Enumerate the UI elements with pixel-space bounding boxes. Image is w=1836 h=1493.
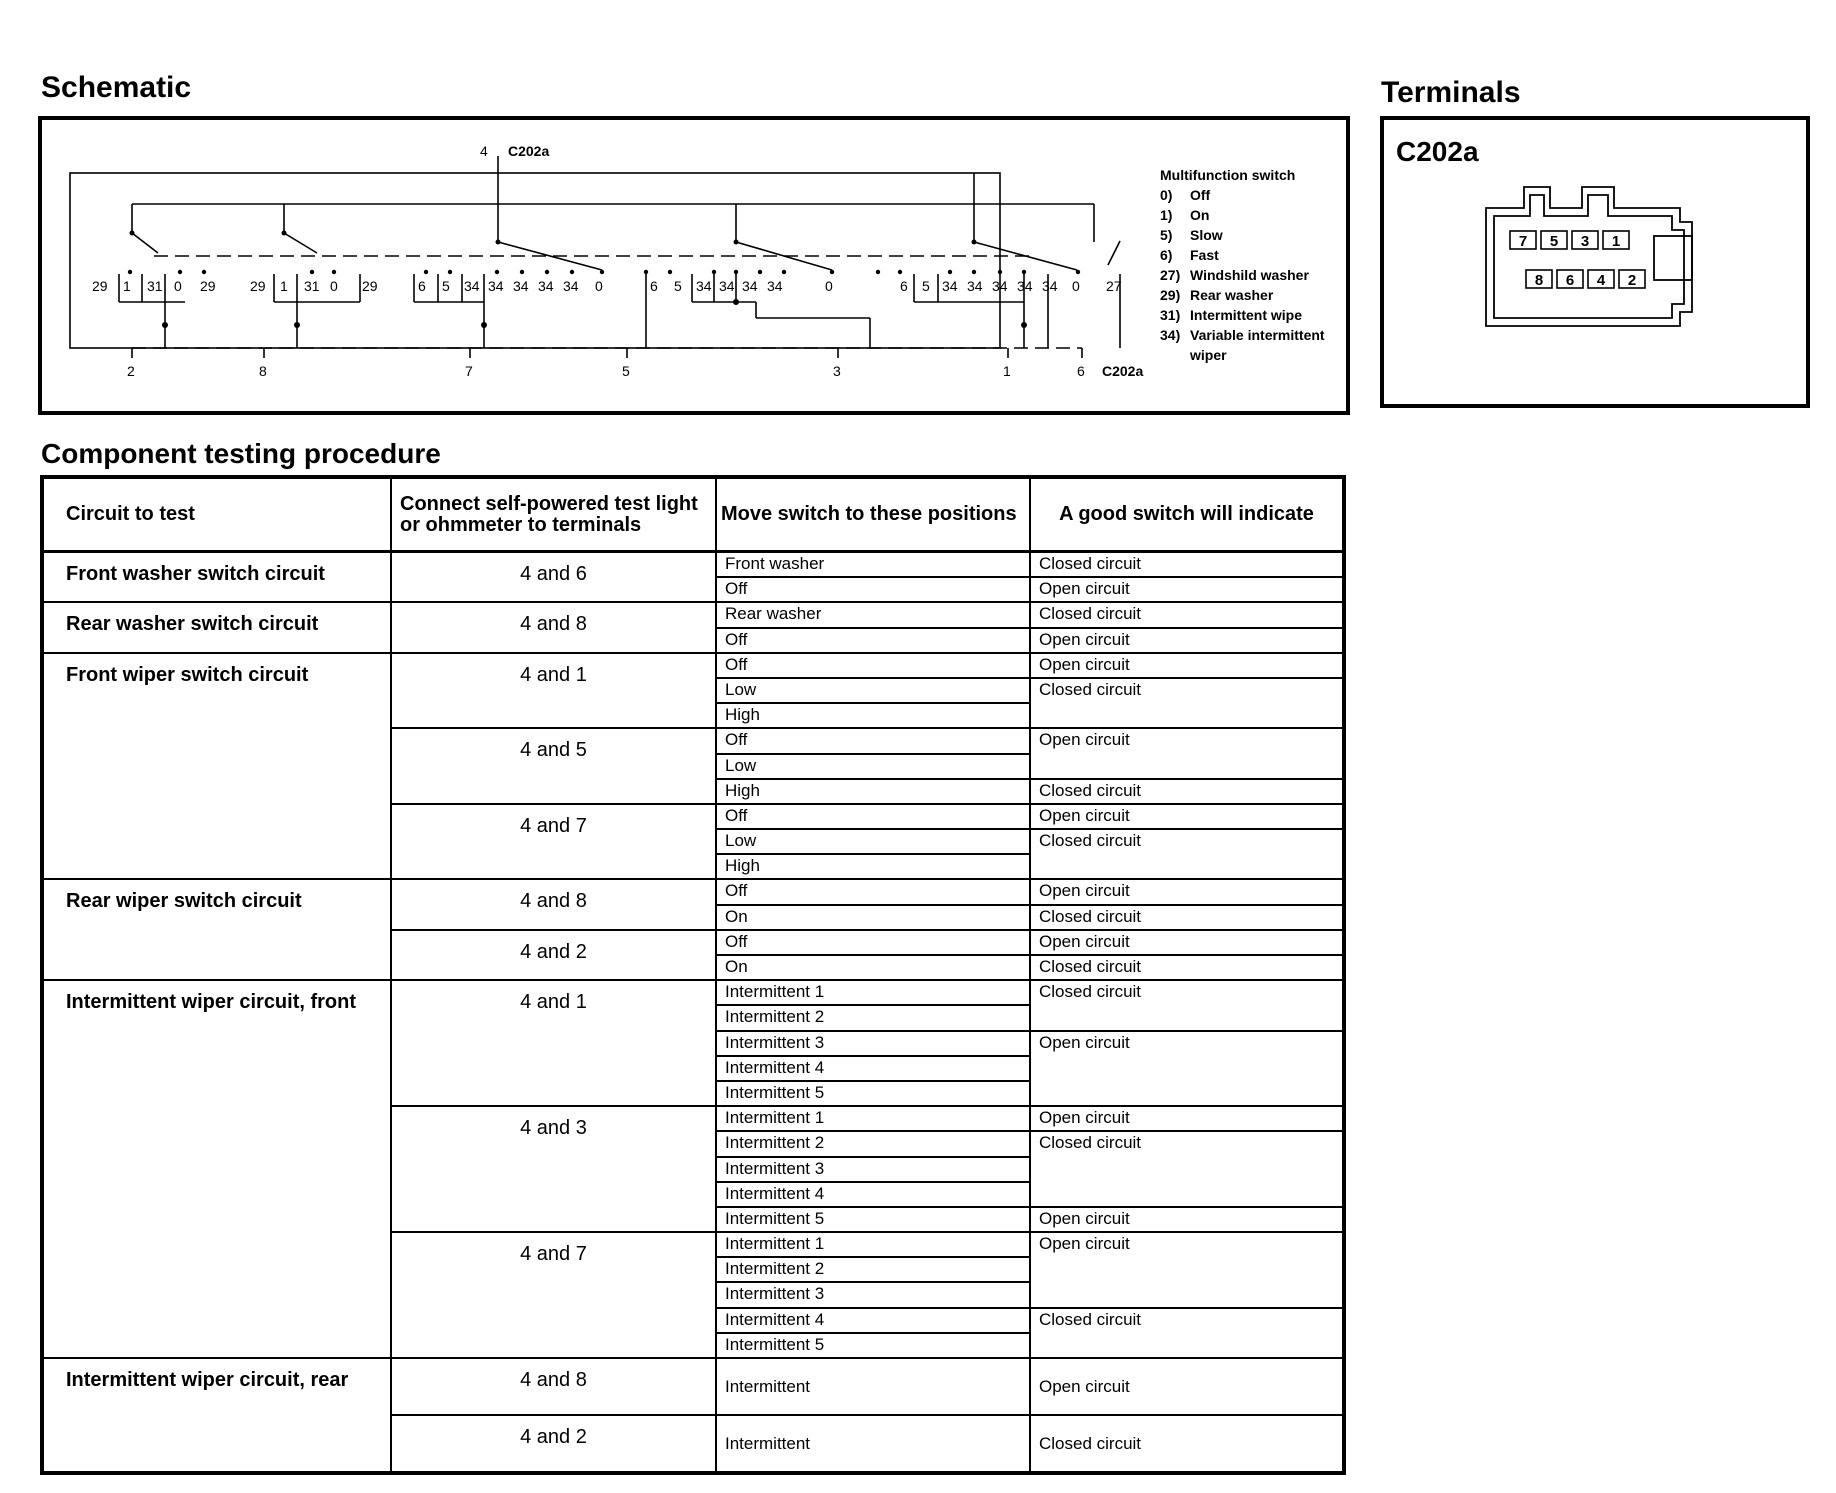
sw5-contact: 34 bbox=[1042, 278, 1058, 294]
position-cell: On bbox=[716, 955, 1030, 980]
terminal-pin: 7 bbox=[1518, 233, 1528, 250]
terminals-cell: 4 and 1 bbox=[391, 653, 716, 729]
terminals-panel bbox=[1380, 116, 1810, 408]
result-cell: Closed circuit bbox=[1030, 980, 1344, 1030]
bottom-pin-label: 3 bbox=[833, 363, 841, 379]
procedure-table bbox=[40, 475, 1346, 1475]
schematic-title: Schematic bbox=[41, 71, 192, 104]
sw4-contact: 34 bbox=[767, 278, 783, 294]
result-cell: Closed circuit bbox=[1030, 905, 1344, 930]
terminals-title: Terminals bbox=[1381, 76, 1521, 109]
position-cell: Off bbox=[716, 930, 1030, 955]
table-row bbox=[42, 879, 1344, 904]
table-row bbox=[42, 1358, 1344, 1415]
sw4-contact: 34 bbox=[696, 278, 712, 294]
terminals-cell: 4 and 5 bbox=[391, 728, 716, 804]
schematic-diagram bbox=[42, 120, 1346, 411]
position-cell: Intermittent 1 bbox=[716, 1232, 1030, 1257]
position-cell: Intermittent 5 bbox=[716, 1333, 1030, 1358]
legend-label: On bbox=[1190, 207, 1210, 223]
position-cell: Intermittent 3 bbox=[716, 1157, 1030, 1182]
legend-label: wiper bbox=[1190, 347, 1227, 363]
result-cell: Open circuit bbox=[1030, 1232, 1344, 1308]
sw5-contact: 34 bbox=[992, 278, 1008, 294]
legend-code: 1) bbox=[1160, 207, 1173, 223]
terminals-cell: 4 and 2 bbox=[391, 930, 716, 980]
result-cell: Open circuit bbox=[1030, 1207, 1344, 1232]
legend-label: Intermittent wipe bbox=[1190, 307, 1303, 323]
sw3-contact: 34 bbox=[563, 278, 579, 294]
table-row bbox=[42, 602, 1344, 627]
position-cell: Off bbox=[716, 577, 1030, 602]
sw5-contact: 34 bbox=[942, 278, 958, 294]
sw5-contact: 34 bbox=[1017, 278, 1033, 294]
position-cell: Off bbox=[716, 653, 1030, 678]
terminals-cell: 4 and 3 bbox=[391, 1106, 716, 1232]
sw1-contact: 29 bbox=[200, 278, 216, 294]
position-cell: Intermittent 2 bbox=[716, 1257, 1030, 1282]
result-cell: Closed circuit bbox=[1030, 779, 1344, 804]
sw1-contact: 29 bbox=[92, 278, 108, 294]
position-cell: High bbox=[716, 854, 1030, 879]
circuit-cell: Rear wiper switch circuit bbox=[42, 879, 391, 980]
result-cell: Open circuit bbox=[1030, 879, 1344, 904]
result-cell: Closed circuit bbox=[1030, 1131, 1344, 1207]
sw5-contact: 6 bbox=[900, 278, 908, 294]
terminals-cell: 4 and 8 bbox=[391, 602, 716, 652]
position-cell: Intermittent 3 bbox=[716, 1282, 1030, 1307]
legend-title: Multifunction switch bbox=[1160, 167, 1296, 183]
position-cell: Intermittent 5 bbox=[716, 1207, 1030, 1232]
sw5-contact: 5 bbox=[922, 278, 930, 294]
position-cell: Intermittent 1 bbox=[716, 1106, 1030, 1131]
terminals-cell: 4 and 1 bbox=[391, 980, 716, 1106]
terminals-connector-name: C202a bbox=[1396, 136, 1479, 167]
table-row bbox=[42, 552, 1344, 578]
terminal-pin: 4 bbox=[1596, 272, 1606, 289]
result-cell: Open circuit bbox=[1030, 804, 1344, 829]
sw4-contact: 34 bbox=[742, 278, 758, 294]
result-cell: Closed circuit bbox=[1030, 1415, 1344, 1473]
connector-face bbox=[1380, 116, 1810, 408]
terminal-pin: 6 bbox=[1565, 272, 1575, 289]
sw2-contact: 1 bbox=[280, 278, 288, 294]
terminals-cell: 4 and 7 bbox=[391, 1232, 716, 1358]
sw6-contact: 27 bbox=[1106, 278, 1122, 294]
legend-label: Off bbox=[1190, 187, 1211, 203]
sw4-contact: 5 bbox=[674, 278, 682, 294]
sw3-contact: 34 bbox=[513, 278, 529, 294]
circuit-cell: Intermittent wiper circuit, front bbox=[42, 980, 391, 1358]
result-cell: Open circuit bbox=[1030, 1106, 1344, 1131]
legend-code: 6) bbox=[1160, 247, 1173, 263]
legend-label: Variable intermittent bbox=[1190, 327, 1325, 343]
terminals-cell: 4 and 7 bbox=[391, 804, 716, 880]
position-cell: Low bbox=[716, 829, 1030, 854]
result-cell: Open circuit bbox=[1030, 1031, 1344, 1107]
sw4-contact: 34 bbox=[719, 278, 735, 294]
result-cell: Closed circuit bbox=[1030, 678, 1344, 728]
result-cell: Closed circuit bbox=[1030, 552, 1344, 578]
sw3-contact: 34 bbox=[538, 278, 554, 294]
result-cell: Closed circuit bbox=[1030, 1308, 1344, 1358]
result-cell: Open circuit bbox=[1030, 577, 1344, 602]
top-connector-label: C202a bbox=[508, 143, 550, 159]
sw2-contact: 0 bbox=[330, 278, 338, 294]
legend-code: 27) bbox=[1160, 267, 1181, 283]
position-cell: Low bbox=[716, 678, 1030, 703]
position-cell: High bbox=[716, 779, 1030, 804]
terminal-pin: 1 bbox=[1611, 233, 1621, 250]
table-row bbox=[42, 653, 1344, 678]
legend-label: Windshild washer bbox=[1190, 267, 1309, 283]
result-cell: Open circuit bbox=[1030, 728, 1344, 778]
terminal-pin: 3 bbox=[1580, 233, 1590, 250]
bottom-pin-label: 6 bbox=[1077, 363, 1085, 379]
sw3-contact: 6 bbox=[418, 278, 426, 294]
result-cell: Open circuit bbox=[1030, 930, 1344, 955]
position-cell: Off bbox=[716, 804, 1030, 829]
position-cell: Intermittent bbox=[716, 1415, 1030, 1473]
bottom-pin-label: 7 bbox=[465, 363, 473, 379]
terminal-pin: 2 bbox=[1627, 272, 1637, 289]
sw2-contact: 29 bbox=[362, 278, 378, 294]
position-cell: Front washer bbox=[716, 552, 1030, 578]
sw3-contact: 0 bbox=[595, 278, 603, 294]
bottom-pin-label: 5 bbox=[622, 363, 630, 379]
circuit-cell: Intermittent wiper circuit, rear bbox=[42, 1358, 391, 1473]
bottom-pin-label: 1 bbox=[1003, 363, 1011, 379]
circuit-cell: Rear washer switch circuit bbox=[42, 602, 391, 652]
result-cell: Closed circuit bbox=[1030, 955, 1344, 980]
position-cell: Low bbox=[716, 754, 1030, 779]
terminal-pin: 8 bbox=[1534, 272, 1544, 289]
sw2-contact: 31 bbox=[304, 278, 320, 294]
position-cell: Intermittent 5 bbox=[716, 1081, 1030, 1106]
position-cell: Intermittent 3 bbox=[716, 1031, 1030, 1056]
procedure-title: Component testing procedure bbox=[41, 438, 441, 469]
sw4-contact: 6 bbox=[650, 278, 658, 294]
sw5-contact: 0 bbox=[1072, 278, 1080, 294]
sw1-contact: 1 bbox=[123, 278, 131, 294]
legend-label: Slow bbox=[1190, 227, 1223, 243]
table-header-row bbox=[42, 477, 1344, 552]
sw3-contact: 5 bbox=[442, 278, 450, 294]
position-cell: Rear washer bbox=[716, 602, 1030, 627]
legend-code: 29) bbox=[1160, 287, 1181, 303]
top-pin-label: 4 bbox=[480, 143, 488, 159]
result-cell: Closed circuit bbox=[1030, 829, 1344, 879]
bottom-connector-label: C202a bbox=[1102, 363, 1144, 379]
legend-label: Fast bbox=[1190, 247, 1219, 263]
position-cell: Intermittent bbox=[716, 1358, 1030, 1415]
schematic-panel bbox=[38, 116, 1350, 415]
bottom-pin-label: 2 bbox=[127, 363, 135, 379]
header-circuit: Circuit to test bbox=[42, 477, 391, 552]
terminals-cell: 4 and 8 bbox=[391, 879, 716, 929]
result-cell: Closed circuit bbox=[1030, 602, 1344, 627]
legend-code: 31) bbox=[1160, 307, 1181, 323]
circuit-cell: Front washer switch circuit bbox=[42, 552, 391, 603]
position-cell: Intermittent 1 bbox=[716, 980, 1030, 1005]
legend-label: Rear washer bbox=[1190, 287, 1274, 303]
bottom-pin-label: 8 bbox=[259, 363, 267, 379]
terminals-cell: 4 and 8 bbox=[391, 1358, 716, 1415]
terminals-cell: 4 and 6 bbox=[391, 552, 716, 603]
sw4-contact: 0 bbox=[825, 278, 833, 294]
terminal-pin: 5 bbox=[1549, 233, 1559, 250]
result-cell: Open circuit bbox=[1030, 653, 1344, 678]
header-terminals-line1: Connect self-powered test light bbox=[400, 492, 698, 515]
legend-code: 34) bbox=[1160, 327, 1181, 343]
header-positions: Move switch to these positions bbox=[716, 477, 1030, 552]
result-cell: Open circuit bbox=[1030, 628, 1344, 653]
legend-code: 5) bbox=[1160, 227, 1173, 243]
position-cell: Intermittent 2 bbox=[716, 1131, 1030, 1156]
header-terminals bbox=[391, 477, 716, 552]
position-cell: High bbox=[716, 703, 1030, 728]
sw3-contact: 34 bbox=[488, 278, 504, 294]
sw1-contact: 31 bbox=[147, 278, 163, 294]
position-cell: Off bbox=[716, 879, 1030, 904]
terminals-cell: 4 and 2 bbox=[391, 1415, 716, 1473]
position-cell: On bbox=[716, 905, 1030, 930]
position-cell: Intermittent 4 bbox=[716, 1056, 1030, 1081]
table-row bbox=[42, 980, 1344, 1005]
sw5-contact: 34 bbox=[967, 278, 983, 294]
position-cell: Intermittent 4 bbox=[716, 1182, 1030, 1207]
position-cell: Off bbox=[716, 728, 1030, 753]
circuit-cell: Front wiper switch circuit bbox=[42, 653, 391, 880]
position-cell: Intermittent 4 bbox=[716, 1308, 1030, 1333]
result-cell: Open circuit bbox=[1030, 1358, 1344, 1415]
header-result: A good switch will indicate bbox=[1030, 477, 1344, 552]
legend-code: 0) bbox=[1160, 187, 1173, 203]
sw3-contact: 34 bbox=[464, 278, 480, 294]
header-terminals-line2: or ohmmeter to terminals bbox=[400, 513, 642, 536]
sw2-contact: 29 bbox=[250, 278, 266, 294]
sw1-contact: 0 bbox=[174, 278, 182, 294]
position-cell: Intermittent 2 bbox=[716, 1005, 1030, 1030]
position-cell: Off bbox=[716, 628, 1030, 653]
